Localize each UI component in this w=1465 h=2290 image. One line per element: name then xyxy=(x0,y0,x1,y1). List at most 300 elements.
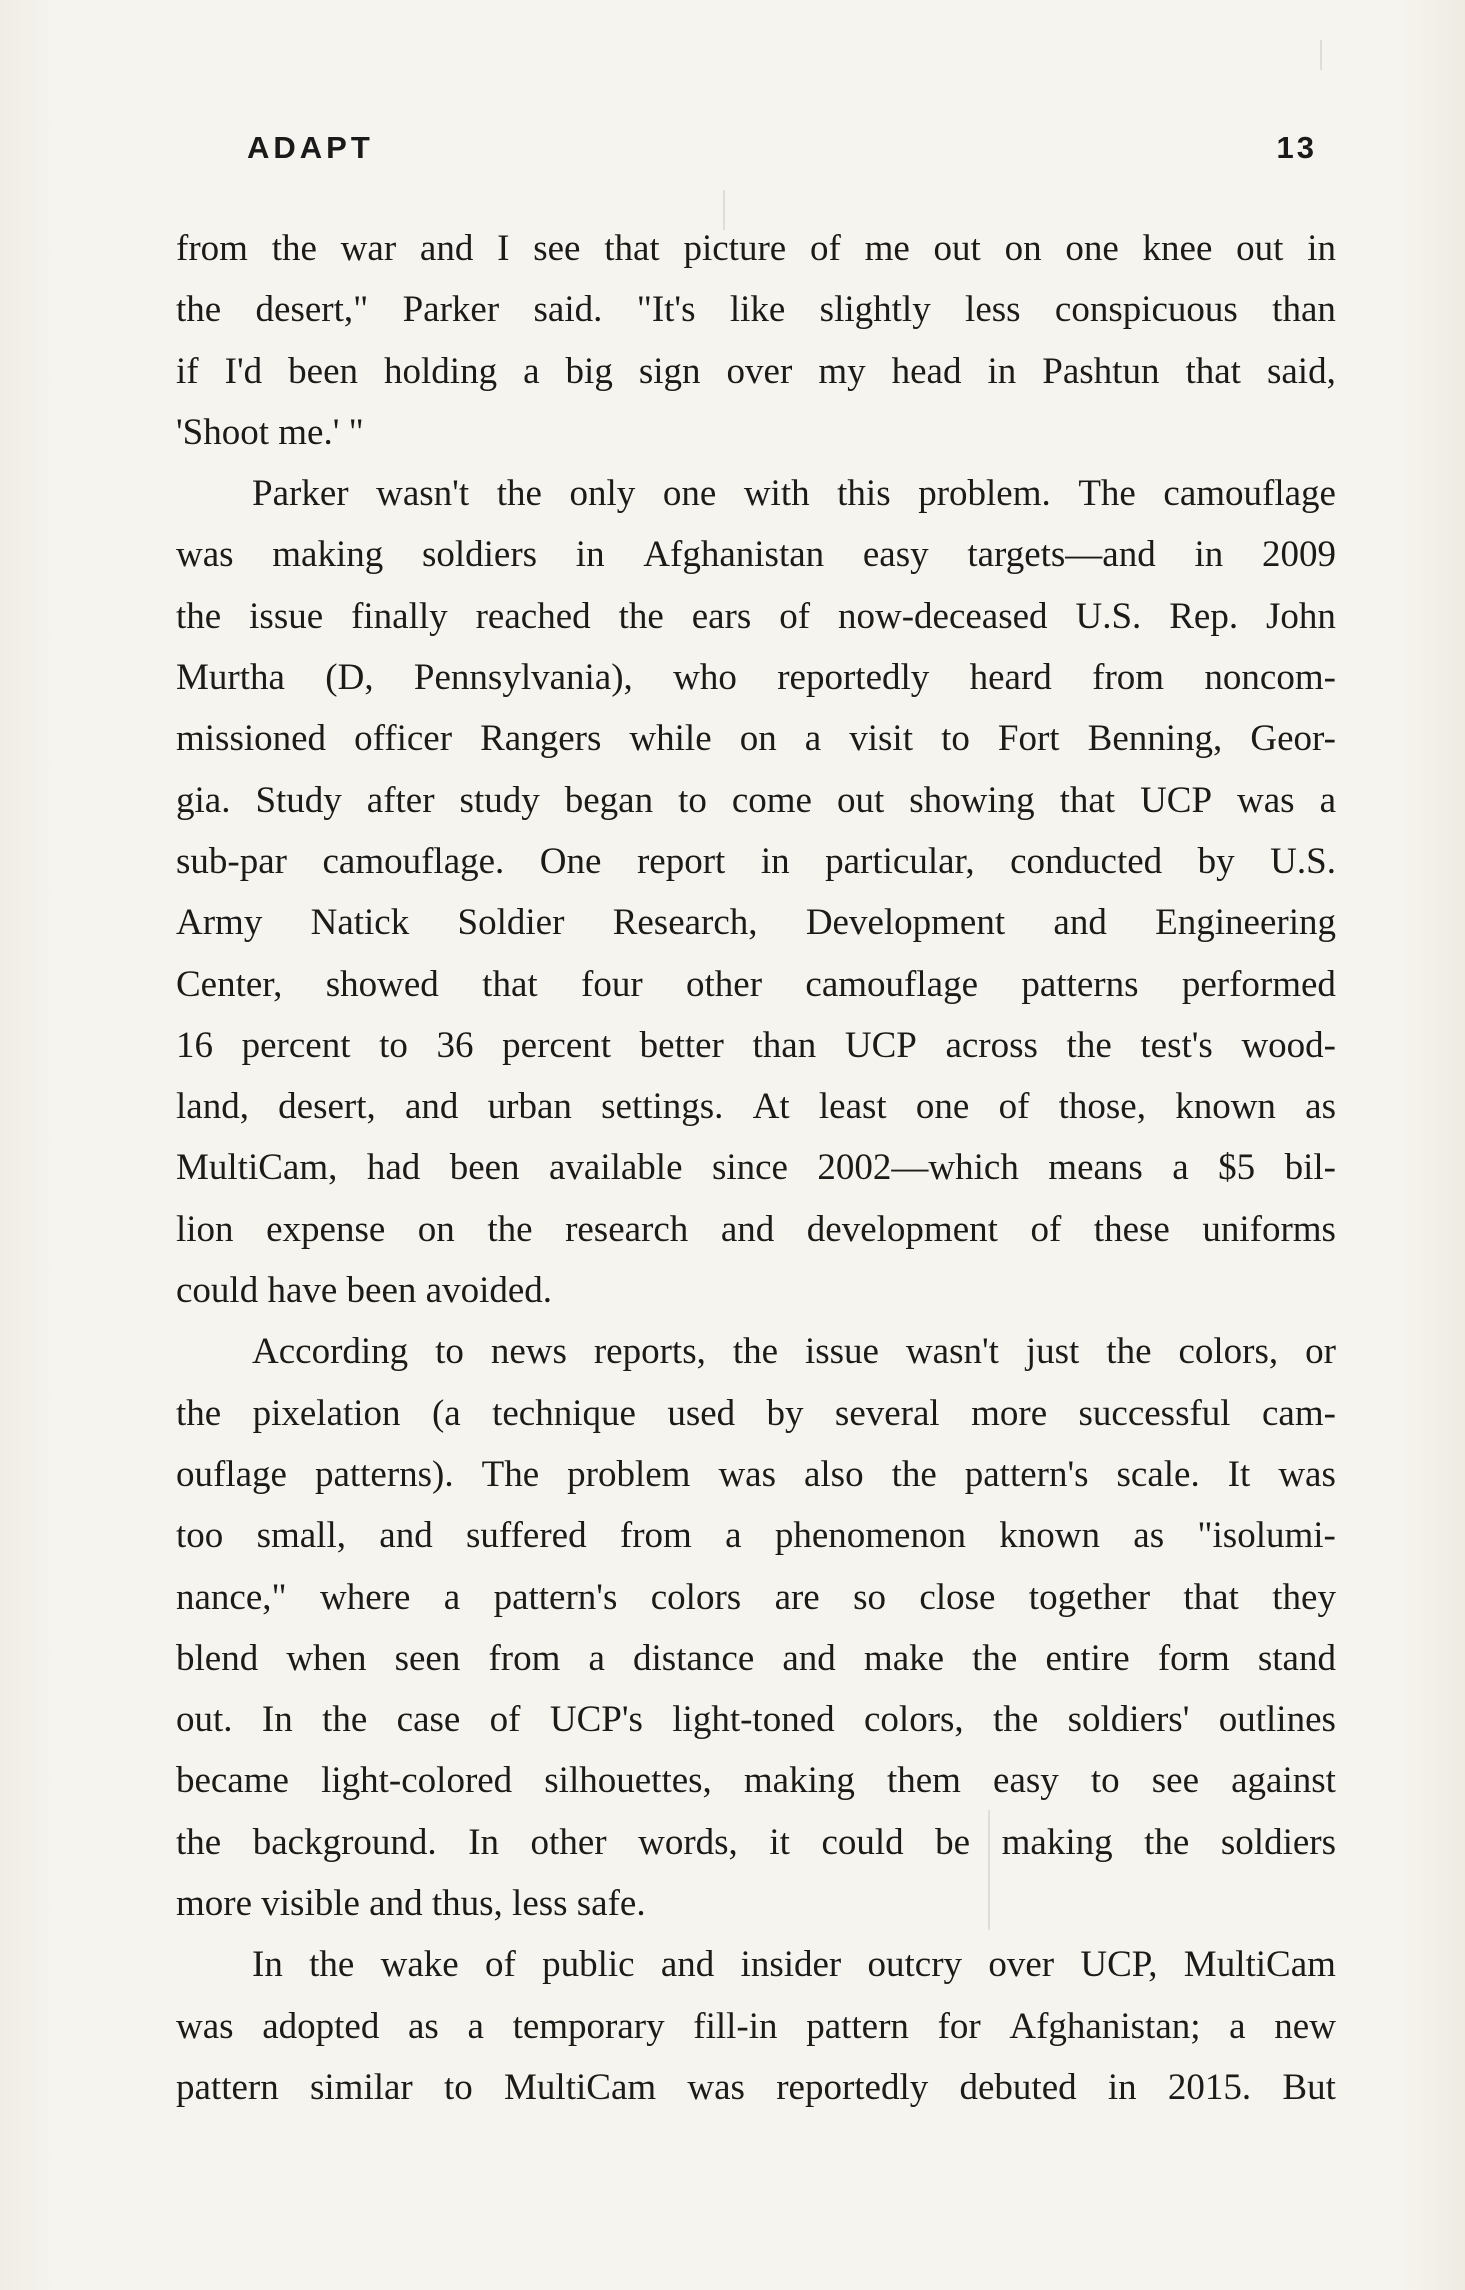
word: one xyxy=(915,1086,970,1128)
word: where xyxy=(320,1576,411,1618)
word: research xyxy=(565,1208,689,1250)
word: they xyxy=(1272,1576,1336,1618)
word: Engineering xyxy=(1155,902,1336,944)
word: similar xyxy=(309,2066,413,2108)
word: issue xyxy=(804,1331,879,1373)
word: if xyxy=(176,350,199,392)
word: over xyxy=(988,1944,1055,1986)
word: the xyxy=(176,289,222,331)
word: silhouettes, xyxy=(544,1760,712,1802)
word: picture xyxy=(683,228,787,269)
word: my xyxy=(818,350,866,392)
page-number: 13 xyxy=(1276,130,1317,165)
word: the xyxy=(271,228,317,269)
word: fill-in xyxy=(693,2005,778,2047)
word: other xyxy=(686,963,763,1005)
scan-crease-mark xyxy=(1320,40,1322,70)
word: MultiCam xyxy=(1183,1944,1336,1986)
word: just xyxy=(1025,1331,1080,1373)
word: of xyxy=(1030,1208,1062,1250)
word: insider xyxy=(740,1944,842,1986)
word: too xyxy=(176,1515,224,1557)
word: camouflage xyxy=(1163,473,1336,515)
word: I'd xyxy=(224,350,263,392)
word: uniforms xyxy=(1202,1208,1336,1250)
word: officer xyxy=(354,718,453,760)
word: the xyxy=(1106,1331,1152,1373)
word: showing xyxy=(909,779,1035,821)
word: of xyxy=(489,1699,521,1741)
word: out xyxy=(836,779,885,821)
word: head xyxy=(891,350,962,392)
word: and xyxy=(660,1944,715,1986)
word: percent xyxy=(502,1024,612,1066)
word: camouflage xyxy=(805,963,978,1005)
word: Parker xyxy=(252,473,349,515)
word: blend xyxy=(176,1637,259,1679)
word: 16 xyxy=(176,1024,213,1066)
word: Soldier xyxy=(457,902,565,944)
word: over xyxy=(726,350,793,392)
word: it xyxy=(769,1821,790,1863)
word: that xyxy=(1185,350,1241,392)
word: became xyxy=(176,1760,289,1802)
word: Geor- xyxy=(1250,718,1336,760)
text-line xyxy=(176,1996,1336,2057)
word: that xyxy=(1183,1576,1239,1618)
word: the xyxy=(1144,1821,1190,1863)
paragraph xyxy=(176,1321,1336,1934)
word: by xyxy=(1197,840,1235,882)
word: technique xyxy=(492,1392,636,1434)
word: MultiCam, xyxy=(176,1147,338,1189)
word: for xyxy=(937,2005,981,2047)
word: conspicuous xyxy=(1054,289,1238,331)
text-line xyxy=(176,647,1336,708)
word: making xyxy=(1001,1821,1113,1863)
word: in xyxy=(1307,228,1336,269)
word: The xyxy=(1078,473,1136,515)
word: the xyxy=(176,1392,222,1434)
word: knee xyxy=(1142,228,1213,269)
word: According xyxy=(252,1331,409,1373)
word: Rep. xyxy=(1169,595,1239,637)
word: see xyxy=(533,228,581,269)
word: In xyxy=(252,1944,283,1986)
running-head xyxy=(247,128,1317,168)
text-line: more visible and thus, less safe. xyxy=(176,1883,646,1925)
text-line xyxy=(176,1321,1336,1382)
word: while xyxy=(629,718,712,760)
text-line xyxy=(176,341,1336,402)
word: ears xyxy=(691,595,752,637)
word: wasn't xyxy=(376,473,470,515)
word: was xyxy=(687,2066,745,2108)
word: Natick xyxy=(310,902,410,944)
word: performed xyxy=(1181,963,1336,1005)
word: 2009 xyxy=(1261,534,1336,576)
word: particular, xyxy=(825,840,975,882)
word: to xyxy=(941,718,970,760)
word: gia. xyxy=(176,779,231,821)
word: suffered xyxy=(466,1515,587,1557)
text-line xyxy=(176,1628,1336,1689)
word: showed xyxy=(325,963,439,1005)
word: noncom- xyxy=(1204,657,1336,699)
word: small, xyxy=(256,1515,346,1557)
word: now-deceased xyxy=(837,595,1048,637)
text-line xyxy=(176,1812,1336,1873)
word: after xyxy=(366,779,435,821)
paragraph xyxy=(176,1934,1336,2118)
word: come xyxy=(731,779,812,821)
word: soldiers xyxy=(1220,1821,1336,1863)
word: form xyxy=(1157,1637,1230,1679)
word: the xyxy=(309,1944,355,1986)
word: the xyxy=(322,1699,368,1741)
word: close xyxy=(919,1576,996,1618)
word: out. xyxy=(176,1699,233,1741)
word: the xyxy=(176,595,222,637)
word: reached xyxy=(475,595,591,637)
word: the xyxy=(496,473,542,515)
word: Afghanistan; xyxy=(1009,2005,1201,2047)
word: reportedly xyxy=(776,2066,929,2108)
word: finally xyxy=(351,595,448,637)
word: But xyxy=(1282,2066,1336,2108)
word: of xyxy=(484,1944,516,1986)
word: heard xyxy=(969,657,1052,699)
word: more xyxy=(971,1392,1048,1434)
text-line xyxy=(176,463,1336,524)
word: a xyxy=(588,1637,605,1679)
word: together xyxy=(1028,1576,1151,1618)
word: (D, xyxy=(325,657,374,699)
word: from xyxy=(176,228,248,269)
word: ouflage xyxy=(176,1453,287,1495)
word: out xyxy=(933,228,981,269)
text-line xyxy=(176,770,1336,831)
text-line xyxy=(176,586,1336,647)
word: $5 xyxy=(1218,1147,1256,1189)
word: Pennsylvania), xyxy=(413,657,633,699)
text-line xyxy=(176,1934,1336,1995)
word: colors xyxy=(650,1576,742,1618)
running-head-title: ADAPT xyxy=(247,130,374,165)
word: big xyxy=(565,350,613,392)
word: distance xyxy=(633,1637,755,1679)
word: than xyxy=(1272,289,1336,331)
word: light-colored xyxy=(321,1760,513,1802)
text-line: could have been avoided. xyxy=(176,1270,553,1312)
word: colors, xyxy=(864,1699,964,1741)
word: temporary xyxy=(512,2005,665,2047)
word: wood- xyxy=(1241,1024,1336,1066)
word: easy xyxy=(862,534,929,576)
word: with xyxy=(743,473,810,515)
word: news xyxy=(490,1331,567,1373)
word: several xyxy=(834,1392,940,1434)
word: and xyxy=(1053,902,1107,944)
word: to xyxy=(1090,1760,1120,1802)
text-line xyxy=(176,1689,1336,1750)
word: the xyxy=(993,1699,1039,1741)
word: a xyxy=(467,2005,484,2047)
word: percent xyxy=(241,1024,351,1066)
word: as xyxy=(1305,1086,1336,1128)
word: the xyxy=(487,1208,533,1250)
word: in xyxy=(987,350,1017,392)
text-line xyxy=(176,1076,1336,1137)
word: known xyxy=(1175,1086,1276,1128)
word: least xyxy=(818,1086,887,1128)
word: patterns). xyxy=(314,1453,454,1495)
word: reportedly xyxy=(777,657,930,699)
word: "It's xyxy=(636,289,696,331)
word: was xyxy=(1278,1453,1336,1495)
word: on xyxy=(417,1208,455,1250)
word: 36 xyxy=(436,1024,474,1066)
word: 2002—which xyxy=(817,1147,1019,1189)
word: U.S. xyxy=(1270,840,1336,882)
word: the xyxy=(1066,1024,1112,1066)
text-line xyxy=(176,279,1336,340)
word: outlines xyxy=(1218,1699,1336,1741)
word: a xyxy=(1172,1147,1189,1189)
word: public xyxy=(542,1944,635,1986)
word: Research, xyxy=(612,902,758,944)
word: to xyxy=(379,1024,408,1066)
word: see xyxy=(1151,1760,1200,1802)
word: camouflage. xyxy=(322,840,505,882)
word: could xyxy=(821,1821,904,1863)
word: wake xyxy=(380,1944,459,1986)
word: by xyxy=(766,1392,804,1434)
word: in xyxy=(575,534,605,576)
word: targets—and xyxy=(967,534,1156,576)
paragraph xyxy=(176,218,1336,463)
word: Center, xyxy=(176,963,283,1005)
word: a xyxy=(804,718,822,760)
word: was xyxy=(1237,779,1295,821)
word: and xyxy=(782,1637,836,1679)
word: to xyxy=(444,2066,473,2108)
text-line: 'Shoot me.' " xyxy=(176,411,364,453)
text-line xyxy=(176,2057,1336,2118)
word: on xyxy=(1004,228,1042,269)
word: Afghanistan xyxy=(643,534,825,576)
word: was xyxy=(718,1453,776,1495)
word: had xyxy=(366,1147,421,1189)
text-line xyxy=(176,1137,1336,1198)
word: make xyxy=(863,1637,945,1679)
word: that xyxy=(604,228,660,269)
word: better xyxy=(639,1024,724,1066)
word: lion xyxy=(176,1208,234,1250)
word: be xyxy=(935,1821,971,1863)
word: was xyxy=(176,534,234,576)
word: me xyxy=(864,228,910,269)
word: slightly xyxy=(819,289,931,331)
word: that xyxy=(1059,779,1116,821)
word: than xyxy=(752,1024,817,1066)
word: the xyxy=(732,1331,779,1373)
word: began xyxy=(564,779,654,821)
text-line xyxy=(176,708,1336,769)
word: report xyxy=(636,840,726,882)
word: sign xyxy=(638,350,701,392)
word: these xyxy=(1093,1208,1170,1250)
word: and xyxy=(419,228,474,269)
word: and xyxy=(379,1515,433,1557)
word: UCP xyxy=(844,1024,917,1066)
word: test's xyxy=(1140,1024,1213,1066)
word: been xyxy=(449,1147,520,1189)
word: out xyxy=(1236,228,1284,269)
word: on xyxy=(739,718,777,760)
word: At xyxy=(752,1086,790,1128)
word: the xyxy=(891,1453,937,1495)
text-line xyxy=(176,1444,1336,1505)
word: desert," xyxy=(255,289,369,331)
word: Army xyxy=(176,902,263,944)
word: In xyxy=(468,1821,500,1863)
word: stand xyxy=(1257,1637,1336,1679)
word: seen xyxy=(394,1637,461,1679)
word: also xyxy=(803,1453,864,1495)
word: as xyxy=(1133,1515,1165,1557)
word: war xyxy=(340,228,397,269)
text-line xyxy=(176,218,1336,279)
word: a xyxy=(443,1576,461,1618)
text-line xyxy=(176,1750,1336,1811)
word: case xyxy=(396,1699,461,1741)
word: said, xyxy=(1266,350,1336,392)
word: John xyxy=(1266,595,1336,637)
word: when xyxy=(286,1637,367,1679)
word: nance," xyxy=(176,1576,287,1618)
word: holding xyxy=(384,350,498,392)
word: so xyxy=(853,1576,887,1618)
word: desert, xyxy=(278,1086,376,1128)
word: expense xyxy=(266,1208,386,1250)
word: successful xyxy=(1078,1392,1231,1434)
word: been xyxy=(288,350,358,392)
word: MultiCam xyxy=(504,2066,657,2108)
word: easy xyxy=(993,1760,1059,1802)
word: missioned xyxy=(176,718,327,760)
text-line xyxy=(176,1015,1336,1076)
text-line xyxy=(176,1383,1336,1444)
word: issue xyxy=(249,595,324,637)
word: problem xyxy=(567,1453,691,1495)
word: of xyxy=(779,595,811,637)
word: adopted xyxy=(262,2005,380,2047)
word: making xyxy=(272,534,384,576)
word: of xyxy=(809,228,841,269)
word: said. xyxy=(533,289,603,331)
word: UCP xyxy=(1140,779,1213,821)
word: outcry xyxy=(867,1944,963,1986)
word: of xyxy=(998,1086,1030,1128)
word: the xyxy=(618,595,664,637)
word: who xyxy=(673,657,737,699)
word: against xyxy=(1231,1760,1336,1802)
word: sub-par xyxy=(176,840,287,882)
word: other xyxy=(530,1821,607,1863)
word: Study xyxy=(255,779,342,821)
word: or xyxy=(1305,1331,1336,1373)
word: only xyxy=(569,473,636,515)
word: reports, xyxy=(593,1331,706,1373)
word: wasn't xyxy=(905,1331,999,1373)
word: four xyxy=(581,963,643,1005)
word: and xyxy=(405,1086,459,1128)
word: that xyxy=(482,963,538,1005)
word: pattern xyxy=(176,2066,279,2108)
text-line xyxy=(176,892,1336,953)
word: Fort xyxy=(997,718,1060,760)
word: background. xyxy=(252,1821,437,1863)
word: urban xyxy=(487,1086,572,1128)
word: one xyxy=(1065,228,1119,269)
word: entire xyxy=(1045,1637,1130,1679)
word: patterns xyxy=(1021,963,1139,1005)
word: study xyxy=(459,779,540,821)
word: U.S. xyxy=(1075,595,1142,637)
word: Pashtun xyxy=(1042,350,1160,392)
word: pixelation xyxy=(252,1392,401,1434)
text-line xyxy=(176,1199,1336,1260)
word: problem. xyxy=(918,473,1051,515)
word: means xyxy=(1048,1147,1143,1189)
word: this xyxy=(837,473,891,515)
word: land, xyxy=(176,1086,249,1128)
word: in xyxy=(1107,2066,1137,2108)
body-text xyxy=(176,218,1336,2118)
word: Murtha xyxy=(176,657,285,699)
text-line xyxy=(176,954,1336,1015)
word: those, xyxy=(1058,1086,1146,1128)
word: from xyxy=(619,1515,692,1557)
word: a xyxy=(523,350,540,392)
word: UCP, xyxy=(1080,1944,1158,1986)
word: scale. xyxy=(1116,1453,1200,1495)
word: visit xyxy=(849,718,913,760)
word: used xyxy=(667,1392,736,1434)
word: phenomenon xyxy=(774,1515,966,1557)
word: words, xyxy=(638,1821,738,1863)
word: was xyxy=(176,2005,234,2047)
word: The xyxy=(481,1453,540,1495)
word: are xyxy=(774,1576,820,1618)
text-line xyxy=(176,831,1336,892)
word: debuted xyxy=(959,2066,1077,2108)
word: soldiers' xyxy=(1067,1699,1190,1741)
word: available xyxy=(548,1147,683,1189)
word: from xyxy=(488,1637,561,1679)
word: a xyxy=(1229,2005,1246,2047)
word: development xyxy=(806,1208,998,1250)
text-line xyxy=(176,1567,1336,1628)
word: across xyxy=(945,1024,1038,1066)
word: conducted xyxy=(1010,840,1163,882)
word: light-toned xyxy=(672,1699,835,1741)
word: Benning, xyxy=(1087,718,1223,760)
word: soldiers xyxy=(421,534,538,576)
word: 2015. xyxy=(1167,2066,1252,2108)
word: a xyxy=(725,1515,742,1557)
